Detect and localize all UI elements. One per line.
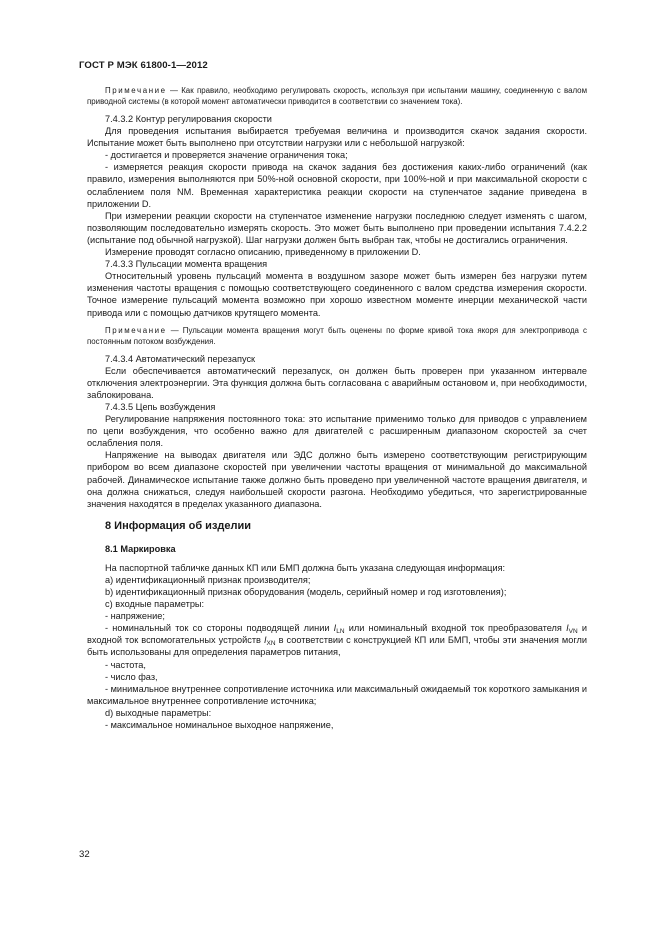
- list-item: - минимальное внутреннее сопротивление источника или максимальный ожидаемый ток короткого замыкания и максимальное внутреннее сопротивление источника;: [87, 683, 587, 706]
- paragraph: На паспортной табличке данных КП или БМП должна быть указана следующая информация:: [105, 562, 506, 573]
- document-header: ГОСТ Р МЭК 61800-1—2012: [79, 60, 208, 71]
- note-text: — Как правило, необходимо регулировать скорость, используя при испытании машину, соединенную с валом приводной системы (в которой момент автоматически приводится в соответствии со значением тока).: [87, 86, 587, 106]
- note-label: Примечание: [105, 86, 167, 95]
- list-item: - число фаз,: [105, 671, 158, 682]
- section-8-title: 8 Информация об изделии: [105, 519, 252, 532]
- section-7432-title: 7.4.3.2 Контур регулирования скорости: [105, 114, 272, 124]
- subscript: XN: [266, 640, 276, 648]
- list-item: a) идентификационный признак производителя;: [105, 574, 311, 585]
- list-item: - достигается и проверяется значение ограничения тока;: [105, 150, 348, 161]
- text-run: или номинальный входной ток преобразователя: [344, 623, 567, 634]
- text-run: в соответствии с конструкцией КП или БМП, чтобы эти значения могли быть использованы для определения параметров питания,: [87, 635, 587, 658]
- list-item: b) идентификационный признак оборудования (модель, серийный номер и год изготовления);: [105, 587, 507, 597]
- text-run: - номинальный ток со стороны подводящей линии: [105, 623, 334, 634]
- paragraph: Для проведения испытания выбирается требуемая величина и производится скачок задания скорости. Испытание может быть выполнено при отсутствии нагрузки или с небольшой нагрузкой:: [87, 126, 587, 149]
- paragraph: Измерение проводят согласно описанию, приведенному в приложении D.: [105, 247, 421, 258]
- list-item: - максимальное номинальное выходное напряжение,: [105, 720, 334, 731]
- section-7433-title: 7.4.3.3 Пульсации момента вращения: [105, 259, 268, 270]
- list-item: [87, 622, 587, 658]
- section-7434-title: 7.4.3.4 Автоматический перезапуск: [105, 353, 256, 364]
- variable: I: [566, 623, 569, 634]
- variable: I: [263, 635, 267, 646]
- list-item: - напряжение;: [105, 611, 165, 622]
- list-item: c) входные параметры:: [105, 599, 205, 610]
- list-item: - частота,: [105, 659, 146, 670]
- text-run: и входной ток вспомогательных устройств: [87, 623, 587, 646]
- subscript: LN: [336, 628, 345, 636]
- note-label: Примечание: [105, 325, 167, 335]
- note-paragraph: [87, 325, 587, 347]
- page-content: [87, 85, 587, 731]
- paragraph: Напряжение на выводах двигателя или ЭДС должно быть измерено соответствующим регистрирующим прибором во всем диапазоне скоростей при увеличении частоты вращения от минимальной до максимальной рабочей. Динамическое испытание также должно быть проведено при увеличенной частоте вращения двигателя, и она должна снижаться, следуя наибольшей скорости разгона. Необходимо убедиться, что зарегистрированные значения находятся в пределах указанного диапазона.: [87, 450, 587, 509]
- section-81-title: 8.1 Маркировка: [105, 543, 176, 554]
- paragraph: Если обеспечивается автоматический перезапуск, он должен быть проверен при указанном интервале отключения электроэнергии. Эта функция должна быть согласована с аварийным остановом и, при необходимости, заблокирована.: [87, 365, 587, 400]
- page-number: 32: [79, 849, 90, 860]
- variable: I: [333, 623, 337, 634]
- paragraph: При измерении реакции скорости на ступенчатое изменение нагрузки последнюю следует изменять с шагом, позволяющим последовательно измерять скорость. Это может быть выполнено при проведении испытания 7.4.2.2 (испытание под обычной нагрузкой). Шаг нагрузки должен быть выбран так, чтобы не достигались ограничения.: [87, 210, 587, 245]
- section-7435-title: 7.4.3.5 Цепь возбуждения: [105, 401, 216, 412]
- note-paragraph: [87, 85, 587, 107]
- subscript: VN: [568, 628, 578, 636]
- list-item: d) выходные параметры:: [105, 707, 212, 718]
- list-item: - измеряется реакция скорости привода на скачок задания без достижения каких-либо ограничений (как правило, измерения выполняются при 50%-ной основной скорости, при 100%-ной и при максимальной скорости с ослаблением поля NM. Временная характеристика реакции скорости на ступенчатое задание приведена в приложении D.: [87, 162, 587, 209]
- paragraph: Относительный уровень пульсаций момента в воздушном зазоре может быть измерен без нагрузки путем изменения частоты вращения с помощью соответствующего соединенного с валом средства измерения скорости. Точное измерение пульсаций момента возможно при хорошо известном моменте инерции механической части привода или с помощью датчиков крутящего момента.: [87, 271, 587, 318]
- paragraph: Регулирование напряжения постоянного тока: это испытание применимо только для приводов с управлением по цепи возбуждения, что особенно важно для двигателей с расширенным диапазоном скоростей за счет ослабления поля.: [87, 414, 587, 449]
- note-text: — Пульсации момента вращения могут быть оценены по форме кривой тока якоря для электропривода с постоянным потоком возбуждения.: [87, 325, 587, 346]
